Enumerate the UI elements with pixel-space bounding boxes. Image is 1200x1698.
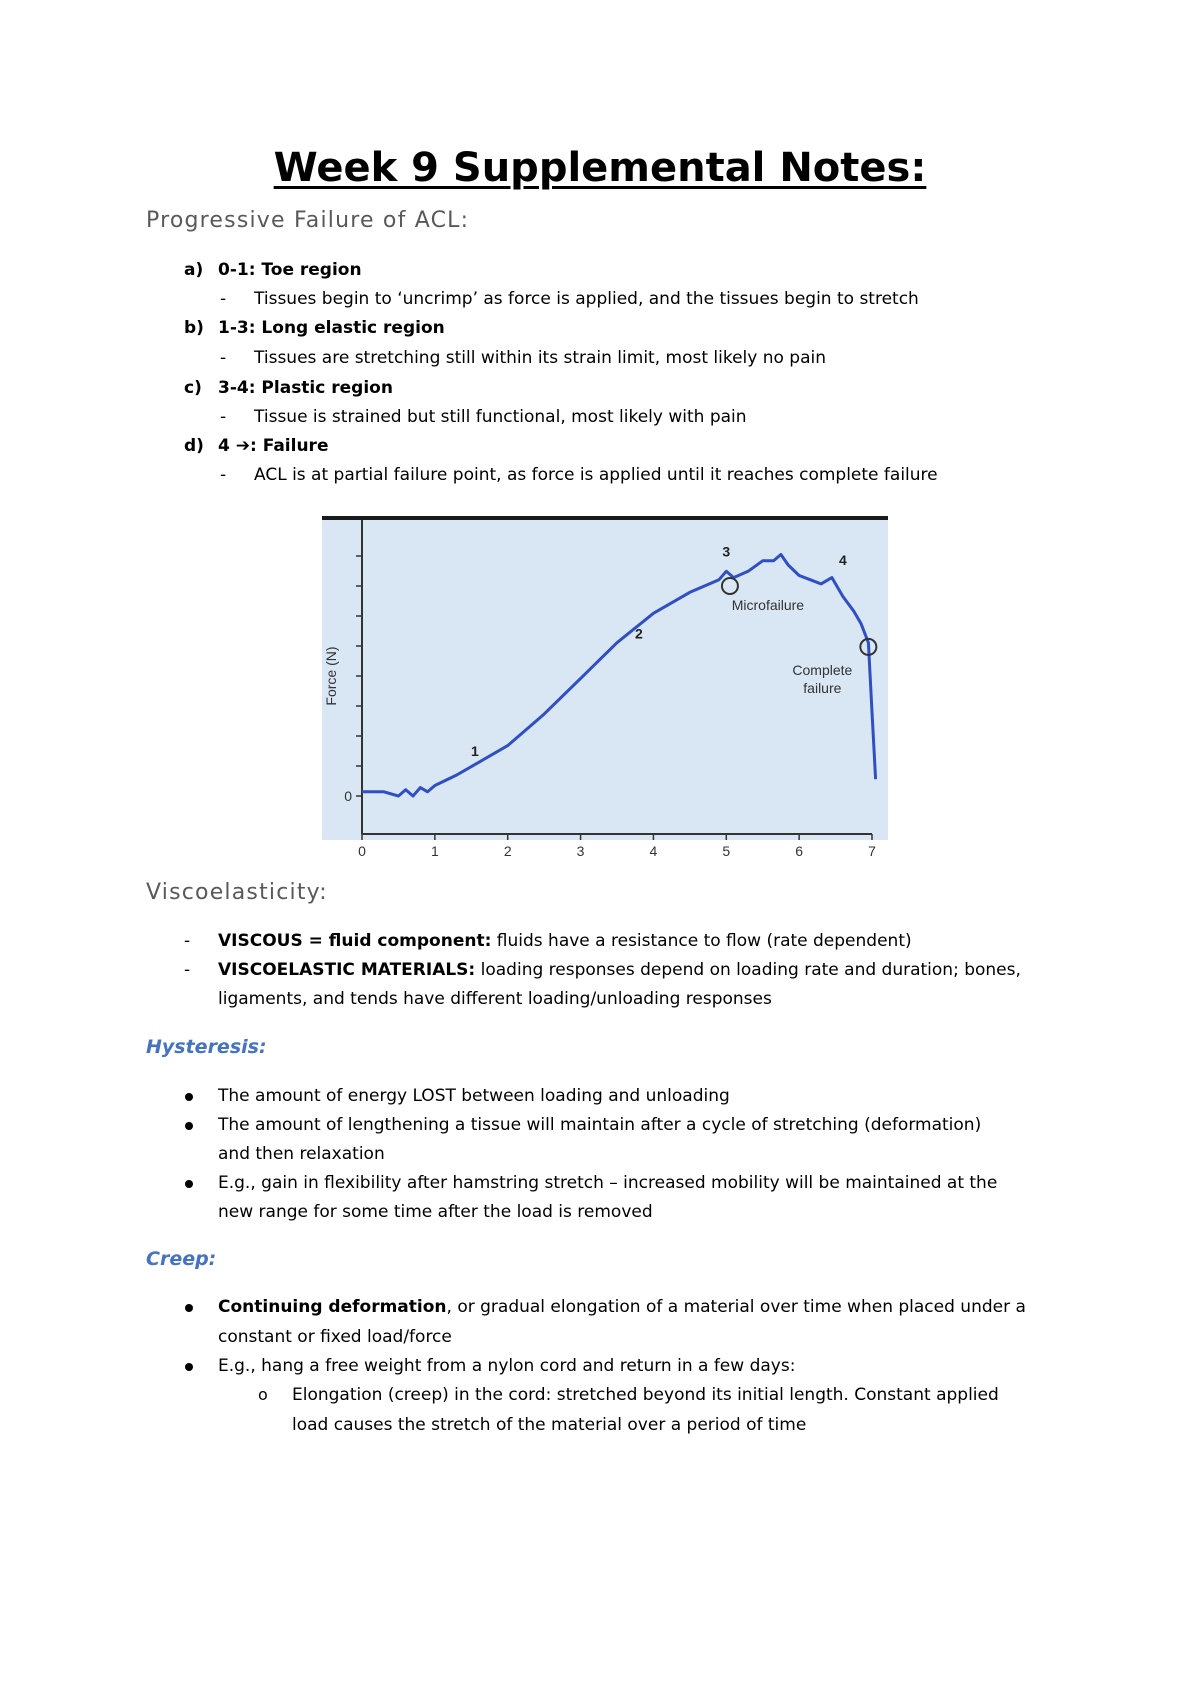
- x-tick-label: 1: [430, 843, 439, 856]
- item-text: The amount of energy LOST between loading and unloading: [218, 1086, 730, 1106]
- section-heading-acl: Progressive Failure of ACL:: [146, 208, 470, 233]
- bullet-icon: [185, 1363, 193, 1371]
- subheading-creep: Creep:: [146, 1248, 217, 1270]
- x-tick-label: 7: [868, 843, 876, 856]
- list-item-label: [218, 438, 328, 455]
- list-item-viscoelastic-cont: ligaments, and tends have different loading/unloading responses: [218, 989, 772, 1009]
- label-post: : Failure: [250, 436, 329, 456]
- list-marker: b): [184, 318, 204, 338]
- list-marker: a): [184, 260, 204, 280]
- bullet-icon: [185, 1093, 193, 1101]
- list-marker: c): [184, 378, 202, 398]
- item-text: E.g., gain in flexibility after hamstring stretch – increased mobility will be maintained at the: [218, 1173, 998, 1193]
- force-strain-chart: [322, 516, 888, 856]
- sub-item-text: Tissues are stretching still within its strain limit, most likely no pain: [254, 348, 827, 368]
- point-label: 1: [471, 743, 479, 760]
- dash-bullet: -: [220, 348, 227, 368]
- point-label: 3: [722, 543, 731, 560]
- arrow-icon: ➔: [235, 436, 250, 456]
- subheading-hysteresis: Hysteresis:: [146, 1036, 267, 1058]
- x-tick-label: 3: [576, 843, 585, 856]
- x-tick-label: 6: [795, 843, 804, 856]
- marker-label: failure: [803, 679, 842, 696]
- circle-bullet-icon: o: [258, 1385, 268, 1404]
- creep-item-1-cont: constant or fixed load/force: [218, 1327, 452, 1347]
- x-tick-label: 4: [649, 843, 658, 856]
- creep-sub-item-cont: load causes the stretch of the material over a period of time: [292, 1415, 807, 1435]
- term-bold: VISCOELASTIC MATERIALS:: [218, 960, 476, 980]
- point-label: 2: [634, 625, 643, 642]
- dash-bullet: -: [220, 465, 227, 485]
- hysteresis-item-3-cont: new range for some time after the load is removed: [218, 1202, 653, 1222]
- bullet-icon: [185, 1304, 193, 1312]
- list-item-label: 3-4: Plastic region: [218, 378, 393, 398]
- x-tick-label: 5: [722, 843, 731, 856]
- item-text: The amount of lengthening a tissue will maintain after a cycle of stretching (deformation): [218, 1115, 982, 1135]
- term-bold: VISCOUS = fluid component:: [218, 931, 492, 951]
- point-label: 4: [838, 552, 847, 568]
- item-text: Elongation (creep) in the cord: stretched beyond its initial length. Constant applied: [292, 1385, 999, 1405]
- hysteresis-item-2-cont: and then relaxation: [218, 1144, 385, 1164]
- item-text: E.g., hang a free weight from a nylon cord and return in a few days:: [218, 1356, 796, 1376]
- sub-item-text: ACL is at partial failure point, as force is applied until it reaches complete failure: [254, 465, 938, 485]
- term-text: , or gradual elongation of a material over time when placed under a: [446, 1297, 1026, 1317]
- page-title: Week 9 Supplemental Notes:: [273, 145, 927, 191]
- bullet-icon: [185, 1122, 193, 1130]
- sub-item-text: Tissue is strained but still functional, most likely with pain: [254, 407, 747, 427]
- list-item-label: 0-1: Toe region: [218, 260, 362, 280]
- x-tick-label: 0: [358, 843, 366, 856]
- dash-bullet: -: [220, 289, 227, 309]
- term-text: loading responses depend on loading rate and duration; bones,: [475, 960, 1021, 980]
- section-heading-viscoelasticity: Viscoelasticity:: [146, 880, 328, 905]
- marker-label: Complete: [792, 661, 853, 678]
- term-bold: Continuing deformation: [218, 1297, 447, 1317]
- list-marker: d): [184, 436, 204, 456]
- marker-label: Microfailure: [731, 597, 805, 613]
- list-item-label: 1-3: Long elastic region: [218, 318, 445, 338]
- y-tick-label: 0: [344, 788, 352, 804]
- x-tick-label: 2: [503, 843, 512, 856]
- dash-bullet: -: [220, 407, 227, 427]
- dash-bullet: -: [184, 960, 191, 980]
- label-pre: 4: [218, 436, 236, 456]
- term-text: fluids have a resistance to flow (rate dependent): [491, 931, 912, 951]
- dash-bullet: -: [184, 931, 191, 951]
- scan-top-edge: [322, 516, 888, 520]
- sub-item-text: Tissues begin to ‘uncrimp’ as force is applied, and the tissues begin to stretch: [254, 289, 919, 309]
- bullet-icon: [185, 1180, 193, 1188]
- y-axis-label: Force (N): [323, 646, 339, 706]
